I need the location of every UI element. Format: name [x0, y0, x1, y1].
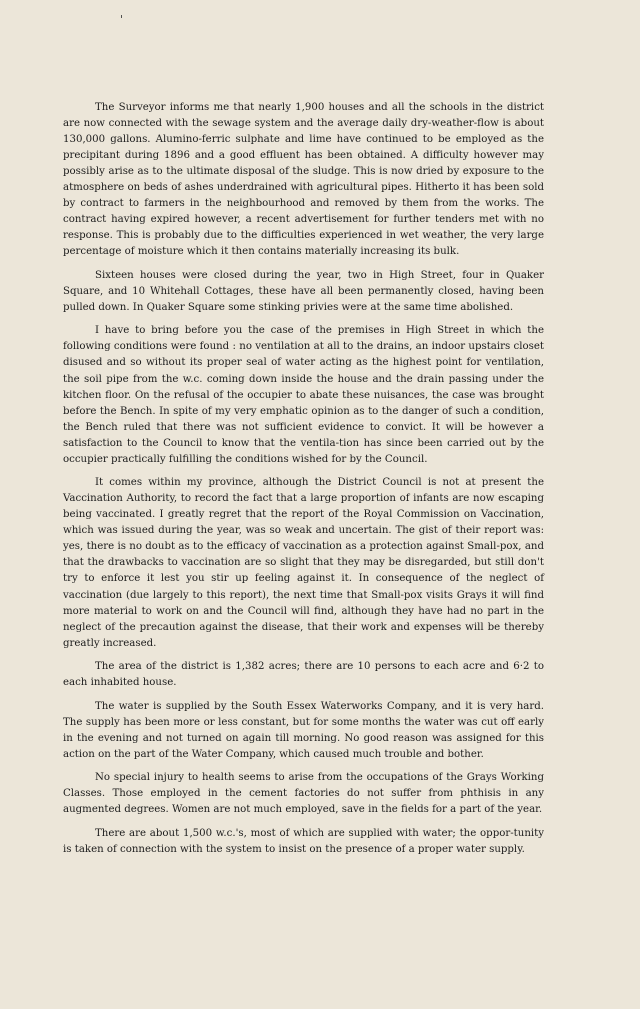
paragraph-closed-houses: Sixteen houses were closed during the year, two in High Street, four in Quaker Square, and 10 Whitehall Cottages, these have all been permanently closed, having been pulled down. In Quaker Square some stinking privies were at the same time abolished. [63, 269, 544, 313]
paragraph-vaccination: It comes within my province, although the District Council is not at present the Vaccination Authority, to record the fact that a large proportion of infants are now escaping being vaccinated. I greatly regret that the report of the Royal Commission on Vaccination, which was issued during the year, was so weak and uncertain. The gist of their report was: yes, there is no doubt as to the efficacy of vaccination as a protection against Small-pox, and that the drawbacks to vaccination are so slight that they may be disregarded, but still don't try to enforce it lest you stir up feeling against it. In consequence of the neglect of vaccination (due largely to this report), the next time that Small-pox visits Grays it will find more material to work on and the Council will find, although they have had no part in the neglect of the precaution against the disease, that their work and expenses will be thereby greatly increased. [63, 477, 544, 649]
paragraph-occupations: No special injury to health seems to arise from the occupations of the Grays Working Classes. Those employed in the cement factories do not suffer from phthisis in any augmented degrees. Women are not much employed, save in the fields for a part of the year. [63, 772, 544, 816]
paragraph-district-area: The area of the district is 1,382 acres; there are 10 persons to each acre and 6·2 to each inhabited house. [63, 661, 544, 689]
paragraph-sewage: The Surveyor informs me that nearly 1,900 houses and all the schools in the district are now connected with the sewage system and the average daily dry-weather-flow is about 130,000 gallons. Alumino-ferric sulphate and lime have continued to be employed as the precipitant during 1896 and a good effluent has been obtained. A difficulty however may possibly arise as to the ultimate disposal of the sludge. This is now dried by exposure to the atmosphere on beds of ashes underdrained with agricultural pipes. Hitherto it has been sold by contract to farmers in the neighbourhood and removed by them from the works. The contract having expired however, a recent advertisement for further tenders met with no response. This is probably due to the difficulties experienced in wet weather, the very large percentage of moisture which it then contains materially increasing its bulk. [63, 102, 544, 258]
paragraph-high-street-premises: I have to bring before you the case of the premises in High Street in which the following conditions were found : no ventilation at all to the drains, an indoor upstairs closet disused and so without its proper seal of water acting as the highest point for ventilation, the soil pipe from the w.c. coming down inside the house and the drain passing under the kitchen floor. On the refusal of the occupier to abate these nuisances, the case was brought before the Bench. In spite of my very emphatic opinion as to the danger of such a condition, the Bench ruled that there was not sufficient evidence to convict. It will be however a satisfaction to the Council to know that the ventila-tion has since been carried out by the occupier practically fulfilling the conditions wished for by the Council. [63, 325, 544, 465]
paragraph-water-supply: The water is supplied by the South Essex Waterworks Company, and it is very hard. The supply has been more or less constant, but for some months the water was cut off early in the evening and not turned on again till morning. No good reason was assigned for this action on the part of the Water Company, which caused much trouble and bother. [63, 700, 544, 760]
paragraph-water-closets: There are about 1,500 w.c.'s, most of which are supplied with water; the oppor-tunity is taken of connection with the system to insist on the presence of a proper water supply. [63, 827, 544, 855]
page-mark: ' [120, 13, 124, 26]
document-body [63, 100, 544, 865]
